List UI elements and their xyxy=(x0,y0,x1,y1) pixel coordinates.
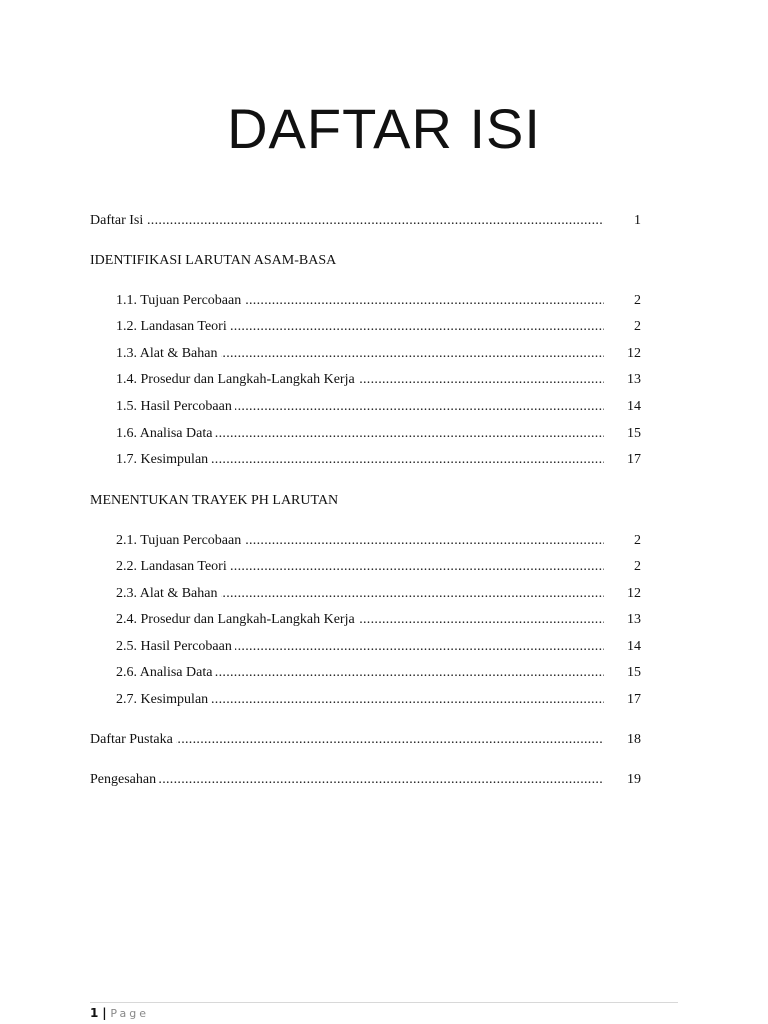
toc-entry[interactable] xyxy=(116,345,641,363)
toc-entry[interactable] xyxy=(90,731,641,749)
toc-entry[interactable] xyxy=(116,318,641,336)
toc-page-number: 2 xyxy=(634,559,641,574)
toc-entry-text: 1.3. Alat & Bahan xyxy=(116,346,221,361)
toc-section-heading: MENENTUKAN TRAYEK PH LARUTAN xyxy=(90,493,339,508)
toc-entry[interactable] xyxy=(116,371,641,389)
toc-entry-label xyxy=(90,731,604,749)
toc-entry-label xyxy=(116,638,604,656)
toc-entry[interactable] xyxy=(116,451,641,469)
toc-entry-label xyxy=(116,532,604,550)
toc-entry-label xyxy=(116,664,604,682)
toc-entry-text: 1.1. Tujuan Percobaan xyxy=(116,293,244,308)
toc-entry-text: 2.4. Prosedur dan Langkah-Langkah Kerja xyxy=(116,612,358,627)
toc-page-number: 13 xyxy=(627,612,641,627)
toc-page-number: 14 xyxy=(627,399,641,414)
toc-page-number: 12 xyxy=(627,346,641,361)
toc-page-number: 2 xyxy=(634,293,641,308)
toc-entry-text: 2.6. Analisa Data xyxy=(116,665,215,680)
toc-entry-text: 1.6. Analisa Data xyxy=(116,426,215,441)
footer-separator: | xyxy=(102,1006,107,1020)
toc-entry[interactable] xyxy=(116,611,641,629)
toc-page-number: 2 xyxy=(634,533,641,548)
toc-entry-text: 2.7. Kesimpulan xyxy=(116,692,211,707)
toc-entry-text: 2.5. Hasil Percobaan xyxy=(116,639,235,654)
footer-page-word: Page xyxy=(110,1007,150,1020)
toc-entry[interactable] xyxy=(116,532,641,550)
toc-entry-text: Daftar Isi xyxy=(90,213,146,228)
toc-page-number: 2 xyxy=(634,319,641,334)
toc-entry[interactable] xyxy=(116,664,641,682)
toc-entry-text: Pengesahan xyxy=(90,772,159,787)
toc-entry-label xyxy=(90,212,604,230)
toc-entry-text: 2.2. Landasan Teori xyxy=(116,559,230,574)
page-title: DAFTAR ISI xyxy=(227,97,541,160)
toc-page-number: 15 xyxy=(627,665,641,680)
toc-entry-label xyxy=(116,558,604,576)
toc-entry[interactable] xyxy=(116,425,641,443)
toc-page-number: 13 xyxy=(627,372,641,387)
toc-entry-label xyxy=(90,771,604,789)
toc-section-heading: IDENTIFIKASI LARUTAN ASAM-BASA xyxy=(90,253,337,268)
toc-entry-label xyxy=(116,318,604,336)
toc-entry-text: 2.3. Alat & Bahan xyxy=(116,586,221,601)
toc-entry-text: 1.5. Hasil Percobaan xyxy=(116,399,235,414)
toc-page-number: 1 xyxy=(634,213,641,228)
toc-entry[interactable] xyxy=(116,691,641,709)
toc-entry-label xyxy=(116,345,604,363)
toc-entry-label xyxy=(116,585,604,603)
toc-page-number: 14 xyxy=(627,639,641,654)
toc-page-number: 12 xyxy=(627,586,641,601)
toc-entry-label xyxy=(116,398,604,416)
toc-page-number: 17 xyxy=(627,692,641,707)
toc-entry-label xyxy=(116,611,604,629)
toc-entry-text: 2.1. Tujuan Percobaan xyxy=(116,533,244,548)
toc-entry[interactable] xyxy=(116,292,641,310)
toc-entry[interactable] xyxy=(116,638,641,656)
footer-page-number: 1 xyxy=(90,1006,99,1020)
toc-entry[interactable] xyxy=(90,212,641,230)
toc-entry[interactable] xyxy=(116,398,641,416)
toc-page-number: 15 xyxy=(627,426,641,441)
toc-entry-label xyxy=(116,292,604,310)
toc-page-number: 17 xyxy=(627,452,641,467)
toc-entry[interactable] xyxy=(90,771,641,789)
toc-entry[interactable] xyxy=(116,585,641,603)
toc-entry[interactable] xyxy=(116,558,641,576)
toc-entry-text: 1.2. Landasan Teori xyxy=(116,319,230,334)
toc-entry-label xyxy=(116,691,604,709)
toc-page-number: 18 xyxy=(627,732,641,747)
toc-entry-text: Daftar Pustaka xyxy=(90,732,176,747)
toc-entry-label xyxy=(116,371,604,389)
toc-entry-text: 1.4. Prosedur dan Langkah-Langkah Kerja xyxy=(116,372,358,387)
page-footer xyxy=(90,1006,149,1020)
footer-divider xyxy=(90,1002,678,1003)
toc-entry-label xyxy=(116,451,604,469)
toc-entry-label xyxy=(116,425,604,443)
toc-entry-text: 1.7. Kesimpulan xyxy=(116,452,211,467)
toc-page-number: 19 xyxy=(627,772,641,787)
